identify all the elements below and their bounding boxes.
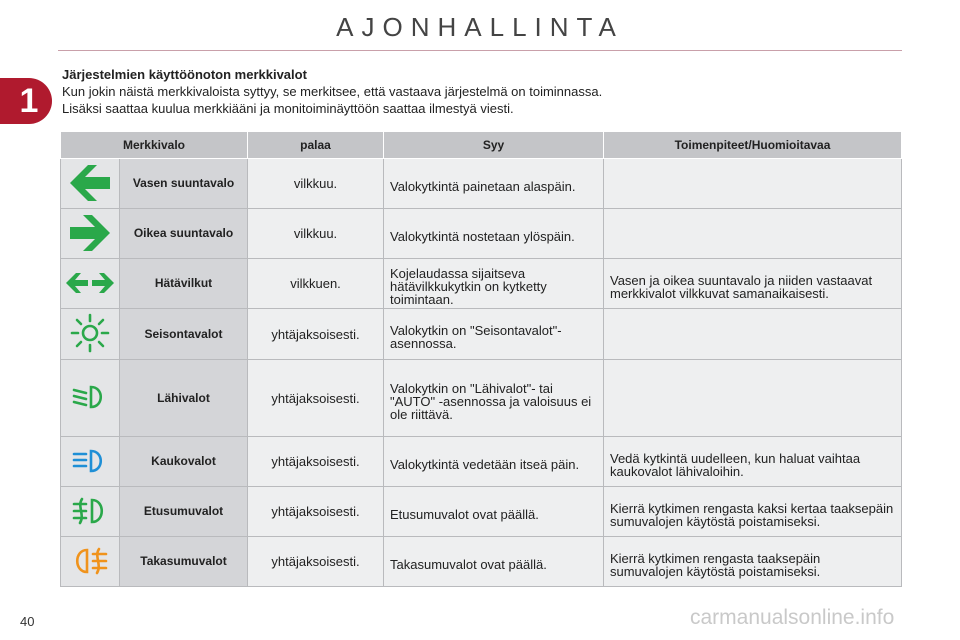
chapter-tab: 1 xyxy=(0,78,52,124)
front-fog-icon xyxy=(71,497,109,527)
signal-name: Seisontavalot xyxy=(120,309,248,360)
signal-name: Kaukovalot xyxy=(120,437,248,487)
header-merkkivalo: Merkkivalo xyxy=(61,132,248,159)
icon-cell xyxy=(61,537,120,587)
icon-cell xyxy=(61,259,120,309)
signal-name: Vasen suuntavalo xyxy=(120,159,248,209)
title-divider xyxy=(58,50,902,51)
icon-cell xyxy=(61,437,120,487)
table-row xyxy=(61,209,902,259)
signal-cause: Kojelaudassa sijaitseva hätävilkkukytkin on kytketty toimintaan. xyxy=(384,259,604,309)
table-row xyxy=(61,360,902,437)
header-toimenpiteet: Toimenpiteet/Huomioitavaa xyxy=(604,132,902,159)
header-palaa: palaa xyxy=(248,132,384,159)
signal-cause: Valokytkintä nostetaan ylöspäin. xyxy=(384,209,604,259)
watermark: carmanualsonline.info xyxy=(690,606,895,629)
table-header-row xyxy=(61,132,902,159)
signal-action xyxy=(604,159,902,209)
signal-cause: Valokytkin on "Lähivalot"- tai "AUTO" -asennossa ja valoisuus ei ole riittävä. xyxy=(384,360,604,437)
icon-cell xyxy=(61,309,120,360)
signal-name: Takasumuvalot xyxy=(120,537,248,587)
parking-light-icon xyxy=(70,313,110,355)
page-title: AJONHALLINTA xyxy=(336,12,624,42)
intro-section xyxy=(62,66,902,117)
signal-state: vilkkuen. xyxy=(248,259,384,309)
signal-state: yhtäjaksoisesti. xyxy=(248,437,384,487)
table-row xyxy=(61,259,902,309)
signal-action: Kierrä kytkimen rengasta taaksepäin sumuvalojen käytöstä poistamiseksi. xyxy=(604,537,902,587)
signal-action: Vedä kytkintä uudelleen, kun haluat vaihtaa kaukovalot lähivaloihin. xyxy=(604,437,902,487)
table-row xyxy=(61,437,902,487)
signal-state: yhtäjaksoisesti. xyxy=(248,309,384,360)
signal-cause: Etusumuvalot ovat päällä. xyxy=(384,487,604,537)
right-arrow-icon xyxy=(69,214,111,254)
signal-state: vilkkuu. xyxy=(248,209,384,259)
signal-name: Hätävilkut xyxy=(120,259,248,309)
signal-name: Oikea suuntavalo xyxy=(120,209,248,259)
icon-cell xyxy=(61,487,120,537)
signal-action xyxy=(604,360,902,437)
left-arrow-icon xyxy=(69,164,111,204)
table-row xyxy=(61,537,902,587)
warning-lights-table xyxy=(60,131,902,587)
intro-text-1: Kun jokin näistä merkkivaloista syttyy, se merkitsee, että vastaava järjestelmä on toiminnassa. xyxy=(62,84,603,99)
table-row xyxy=(61,487,902,537)
signal-cause: Valokytkin on "Seisontavalot"-asennossa. xyxy=(384,309,604,360)
signal-action: Vasen ja oikea suuntavalo ja niiden vastaavat merkkivalot vilkkuvat samanaikaisesti. xyxy=(604,259,902,309)
icon-cell xyxy=(61,159,120,209)
signal-state: yhtäjaksoisesti. xyxy=(248,360,384,437)
section-heading: Järjestelmien käyttöönoton merkkivalot xyxy=(62,67,307,82)
signal-cause: Valokytkintä vedetään itseä päin. xyxy=(384,437,604,487)
signal-action: Kierrä kytkimen rengasta kaksi kertaa taaksepäin sumuvalojen käytöstä poistamiseksi. xyxy=(604,487,902,537)
signal-name: Lähivalot xyxy=(120,360,248,437)
signal-cause: Takasumuvalot ovat päällä. xyxy=(384,537,604,587)
signal-state: yhtäjaksoisesti. xyxy=(248,487,384,537)
high-beam-icon xyxy=(71,448,109,476)
intro-text-2: Lisäksi saattaa kuulua merkkiääni ja monitoiminäyttöön saattaa ilmestyä viesti. xyxy=(62,101,514,116)
rear-fog-icon xyxy=(71,547,109,577)
page-number: 40 xyxy=(20,614,35,629)
table-row xyxy=(61,159,902,209)
signal-state: yhtäjaksoisesti. xyxy=(248,537,384,587)
signal-action xyxy=(604,309,902,360)
signal-state: vilkkuu. xyxy=(248,159,384,209)
icon-cell xyxy=(61,360,120,437)
signal-action xyxy=(604,209,902,259)
icon-cell xyxy=(61,209,120,259)
hazard-arrows-icon xyxy=(65,272,115,296)
low-beam-icon xyxy=(71,384,109,412)
table-row xyxy=(61,309,902,360)
signal-name: Etusumuvalot xyxy=(120,487,248,537)
header-syy: Syy xyxy=(384,132,604,159)
signal-cause: Valokytkintä painetaan alaspäin. xyxy=(384,159,604,209)
